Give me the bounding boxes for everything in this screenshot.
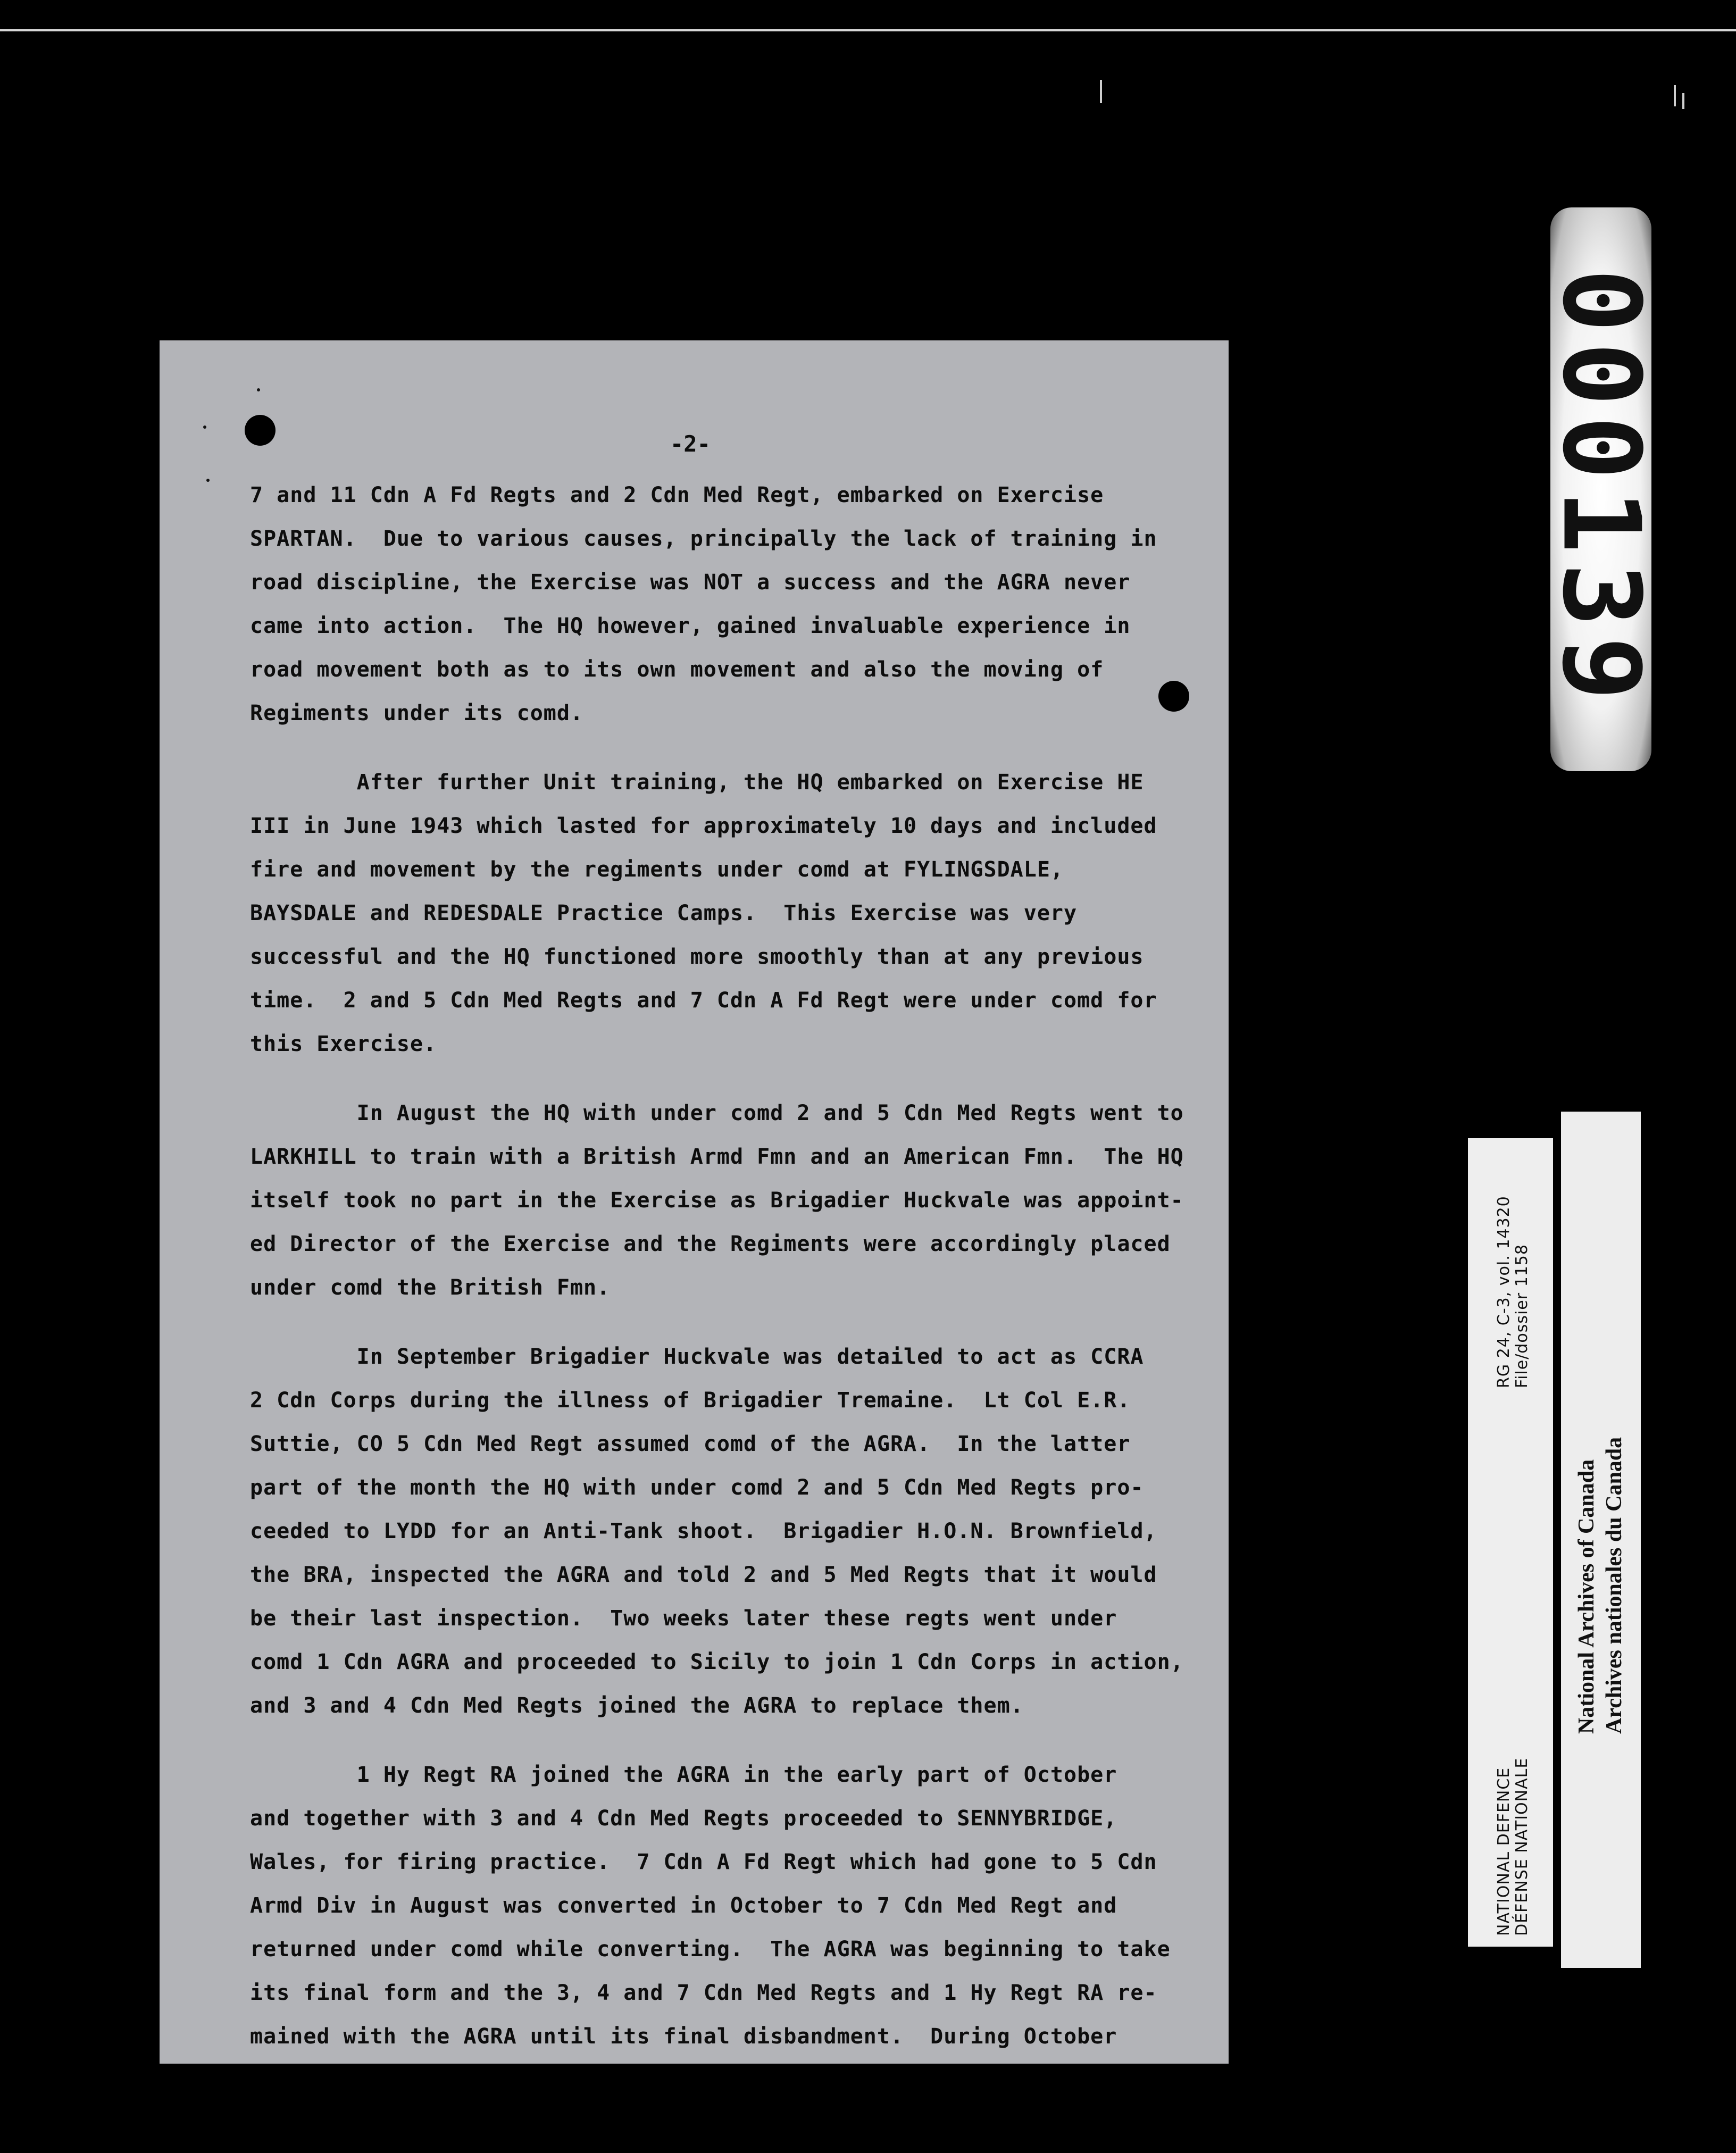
text-line: BAYSDALE and REDESDALE Practice Camps. This Exercise was very xyxy=(250,901,1078,925)
text-line: LARKHILL to train with a British Armd Fmn and an American Fmn. The HQ xyxy=(250,1145,1184,1169)
label-text: National Archives of Canada xyxy=(1574,1459,1599,1734)
page-speck xyxy=(203,425,206,429)
frame-counter xyxy=(1539,207,1663,771)
text-line: SPARTAN. Due to various causes, principally the lack of training in xyxy=(250,527,1157,551)
text-line: under comd the British Fmn. xyxy=(250,1275,611,1300)
typed-page xyxy=(160,340,1229,2064)
text-line: and 3 and 4 Cdn Med Regts joined the AGRA to replace them. xyxy=(250,1693,1024,1718)
text-line: Regiments under its comd. xyxy=(250,701,584,725)
top-film-edge xyxy=(0,29,1736,31)
text-line: ceeded to LYDD for an Anti-Tank shoot. Brigadier H.O.N. Brownfield, xyxy=(250,1519,1157,1543)
text-line: comd 1 Cdn AGRA and proceeded to Sicily to join 1 Cdn Corps in action, xyxy=(250,1650,1184,1674)
text-line: ed Director of the Exercise and the Regiments were accordingly placed xyxy=(250,1232,1171,1256)
text-line: road movement both as to its own movement and also the moving of xyxy=(250,657,1104,682)
label-text: Archives nationales du Canada xyxy=(1602,1437,1626,1734)
text-line: 7 and 11 Cdn A Fd Regts and 2 Cdn Med Regt, embarked on Exercise xyxy=(250,483,1104,507)
label-text: NATIONAL DEFENCE xyxy=(1495,1767,1513,1936)
page-number: -2- xyxy=(670,431,711,457)
page-speck xyxy=(257,388,260,391)
text-line: III in June 1943 which lasted for approximately 10 days and included xyxy=(250,814,1157,838)
paragraph xyxy=(250,761,1197,1066)
text-line: came into action. The HQ however, gained invaluable experience in xyxy=(250,614,1131,638)
national-archives-label xyxy=(1561,1112,1641,1968)
page-speck xyxy=(206,479,210,482)
text-line: 1 Hy Regt RA joined the AGRA in the early part of October xyxy=(250,1763,1117,1787)
punch-hole-top-left xyxy=(245,415,276,446)
text-line: its final form and the 3, 4 and 7 Cdn Med Regts and 1 Hy Regt RA re- xyxy=(250,1981,1157,2005)
text-line: After further Unit training, the HQ embarked on Exercise HE xyxy=(250,770,1144,795)
text-line: returned under comd while converting. The AGRA was beginning to take xyxy=(250,1937,1171,1962)
text-line: road discipline, the Exercise was NOT a success and the AGRA never xyxy=(250,570,1131,595)
text-line: itself took no part in the Exercise as Brigadier Huckvale was appoint- xyxy=(250,1188,1184,1213)
text-line: mained with the AGRA until its final disbandment. During October xyxy=(250,2024,1117,2049)
label-text: DÉFENSE NATIONALE xyxy=(1513,1757,1531,1936)
paragraph xyxy=(250,1091,1197,1309)
text-line: Armd Div in August was converted in October to 7 Cdn Med Regt and xyxy=(250,1893,1117,1918)
frame-number: 000139 xyxy=(1539,268,1663,711)
text-line: this Exercise. xyxy=(250,1032,437,1056)
reference-text: RG 24, C-3, vol. 14320 xyxy=(1495,1196,1513,1388)
film-scratch xyxy=(1100,80,1102,103)
text-line: In September Brigadier Huckvale was detailed to act as CCRA xyxy=(250,1345,1144,1369)
document-body xyxy=(250,473,1197,2058)
paragraph xyxy=(250,473,1197,735)
text-line: In August the HQ with under comd 2 and 5 Cdn Med Regts went to xyxy=(250,1101,1184,1125)
paragraph xyxy=(250,1335,1197,1728)
national-defence-label xyxy=(1468,1138,1553,1947)
reference-text: File/dossier 1158 xyxy=(1513,1244,1531,1388)
text-line: fire and movement by the regiments under comd at FYLINGSDALE, xyxy=(250,857,1064,882)
text-line: successful and the HQ functioned more smoothly than at any previous xyxy=(250,945,1144,969)
film-scratch xyxy=(1682,93,1684,109)
text-line: time. 2 and 5 Cdn Med Regts and 7 Cdn A Fd Regt were under comd for xyxy=(250,988,1157,1013)
film-scratch xyxy=(1674,85,1676,106)
text-line: part of the month the HQ with under comd 2 and 5 Cdn Med Regts pro- xyxy=(250,1475,1144,1500)
text-line: 2 Cdn Corps during the illness of Brigadier Tremaine. Lt Col E.R. xyxy=(250,1388,1131,1413)
text-line: the BRA, inspected the AGRA and told 2 and 5 Med Regts that it would xyxy=(250,1563,1157,1587)
text-line: be their last inspection. Two weeks later these regts went under xyxy=(250,1606,1117,1631)
text-line: Suttie, CO 5 Cdn Med Regt assumed comd of the AGRA. In the latter xyxy=(250,1432,1131,1456)
text-line: Wales, for firing practice. 7 Cdn A Fd Regt which had gone to 5 Cdn xyxy=(250,1850,1157,1874)
text-line: and together with 3 and 4 Cdn Med Regts proceeded to SENNYBRIDGE, xyxy=(250,1806,1117,1831)
paragraph xyxy=(250,1753,1197,2058)
